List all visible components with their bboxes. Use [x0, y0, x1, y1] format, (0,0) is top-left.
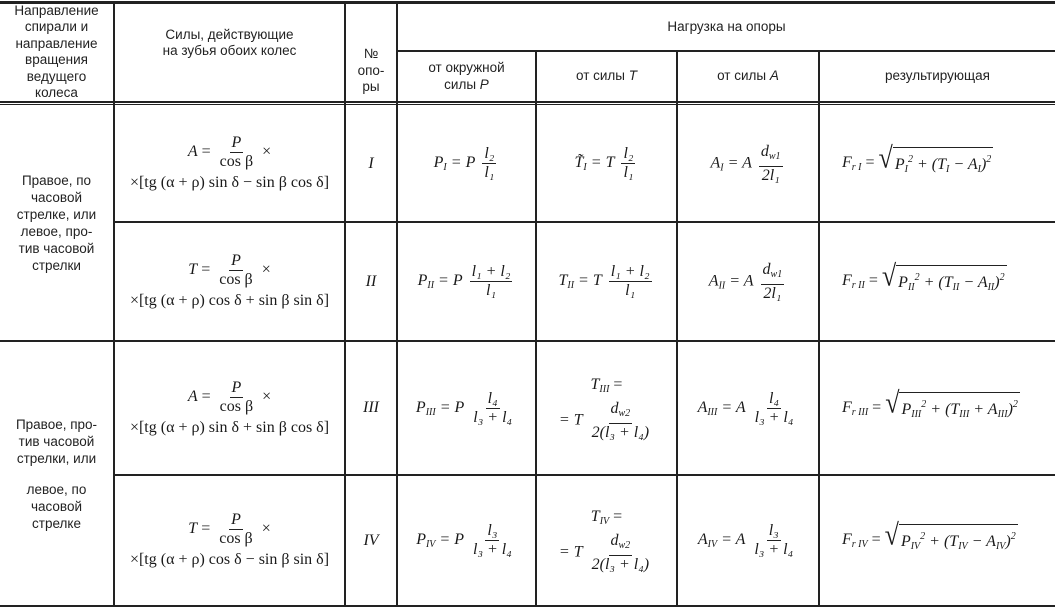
subscript: III	[959, 408, 970, 420]
subscript: I	[720, 162, 724, 174]
sqrt-expression: √ $P_{IV}^2 + (T_{IV} - A_{IV})^2$	[885, 524, 1018, 557]
radical-sign: √	[885, 385, 900, 419]
subscript: II	[427, 280, 435, 292]
superscript: 2	[920, 531, 926, 542]
rhs: = A	[727, 154, 752, 172]
group-1-direction	[0, 106, 113, 340]
direction-text: стрелки	[32, 258, 81, 273]
numerator: P	[231, 252, 241, 269]
header-text: колеса	[35, 85, 78, 100]
times-sign: ×	[262, 387, 272, 405]
load-from-P	[398, 476, 535, 605]
numerator: $d_{w1}$	[761, 261, 785, 285]
header-forces	[115, 3, 344, 83]
subscript: II	[907, 282, 915, 293]
subscript: r III	[851, 406, 869, 418]
force-formula	[115, 476, 344, 605]
direction-text: стрелке, или	[16, 207, 97, 222]
equals-sign: =	[201, 143, 211, 161]
resultant-load	[820, 106, 1055, 221]
header-text: №	[363, 46, 379, 62]
superscript: 2	[914, 272, 920, 283]
force-symbol: A	[187, 143, 198, 161]
direction-text: стрелки, или	[16, 450, 97, 466]
resultant-symbol: F	[842, 398, 852, 416]
denominator: cos β	[219, 397, 254, 415]
equals-sign: =	[201, 261, 211, 279]
equals-sign: =	[868, 272, 878, 290]
fraction	[759, 143, 783, 185]
rhs: = P	[438, 272, 463, 290]
force-symbol: T	[188, 520, 198, 538]
load-from-T	[537, 476, 676, 605]
load-from-P	[398, 223, 535, 340]
denominator: l₃ + l₄	[754, 541, 794, 558]
sqrt-expression: √ $P_I^2 + (T_I - A_I)^2$	[879, 147, 994, 180]
table-bottom-rule	[0, 605, 1055, 607]
rhs: = P	[439, 398, 465, 416]
header-from-circumferential	[398, 52, 535, 101]
force-symbol: T	[188, 261, 198, 279]
subscript: IV	[425, 539, 436, 551]
rhs: = P	[450, 154, 476, 172]
times-sign: ×	[261, 261, 271, 279]
header-text: опо-	[357, 62, 385, 78]
equals-sign: =	[871, 531, 881, 549]
numerator: l₁ + l₂	[471, 263, 511, 280]
superscript: 2	[921, 398, 927, 410]
header-text: от силы	[575, 68, 629, 84]
direction-text: тив часовой	[18, 241, 95, 256]
bracket-expression: ×[tg (α + ρ) cos δ − sin β sin δ]	[129, 551, 330, 568]
header-text: от силы	[717, 68, 770, 84]
direction-text: стрелке	[32, 515, 81, 531]
load-from-T: $T_{II} = T$ $\frac{\text{l₁ + l₂}}{\text{l₁}}$	[558, 263, 650, 299]
header-text: спирали и	[24, 19, 89, 34]
numerator: l₄	[487, 389, 498, 407]
header-direction	[0, 3, 113, 101]
load-symbol: P	[433, 154, 444, 172]
two-line-formula: $T_{IV}$ = = T $\frac{d_{w2}}{\text{2(l₃ + l₄)}}$	[558, 508, 650, 573]
subscript: IV	[995, 541, 1006, 552]
equals-sign: =	[201, 387, 211, 405]
subscript: IV	[958, 541, 968, 552]
header-text: на зубья обоих колес	[162, 43, 297, 58]
equals-sign: =	[201, 520, 211, 538]
header-load-group	[398, 4, 1055, 50]
numerator: l₃	[487, 522, 498, 539]
denominator: l₁	[484, 164, 495, 181]
times-sign: ×	[261, 520, 271, 538]
subscript: r I	[851, 162, 862, 174]
force-formula	[115, 106, 344, 221]
resultant-symbol: F	[842, 531, 852, 549]
load-symbol: P	[416, 531, 426, 549]
header-support-number	[346, 40, 396, 102]
load-from-T: $T̃_I = T$ $\frac{\text{l₂}}{\text{l₁}}$	[574, 145, 634, 181]
superscript: 2	[986, 154, 992, 165]
header-text: результирующая	[885, 68, 990, 84]
subscript: IV	[910, 541, 921, 552]
denominator: cos β	[219, 153, 254, 170]
rhs: = A	[721, 531, 746, 549]
direction-text: Правое, по	[21, 173, 92, 188]
radical-sign: √	[884, 518, 899, 552]
fraction	[753, 390, 796, 427]
variable-a: A	[769, 68, 779, 84]
subscript: III	[911, 408, 922, 420]
variable-t: T	[628, 68, 638, 84]
header-bottom-rule	[0, 101, 1055, 103]
load-symbol: P	[417, 272, 428, 290]
denominator: l₃ + l₄	[473, 541, 512, 558]
fraction	[470, 263, 513, 300]
header-text: Силы, действующие	[165, 26, 294, 42]
fraction	[217, 511, 254, 548]
rhs: = A	[729, 272, 754, 290]
header-text: ры	[362, 79, 380, 95]
variable-p: P	[479, 76, 489, 92]
load-symbol: A	[710, 154, 721, 172]
support-number	[346, 342, 396, 474]
direction-text: Правое, про-	[15, 416, 98, 432]
load-symbol: A	[697, 531, 708, 549]
superscript: 2	[1012, 398, 1018, 410]
load-from-P	[398, 342, 535, 474]
denominator: cos β	[219, 530, 253, 547]
force-symbol: A	[187, 387, 198, 405]
equals-sign: =	[872, 398, 882, 416]
radical-sign: √	[878, 141, 893, 175]
support-roman-numeral: III	[363, 399, 379, 416]
rhs: = P	[439, 531, 464, 549]
subscript: II	[718, 280, 726, 292]
denominator: cos β	[219, 271, 253, 288]
bracket-expression: ×[tg (α + ρ) sin δ − sin β cos δ]	[129, 174, 330, 191]
group-2-direction	[0, 342, 113, 605]
denominator: 2l₁	[761, 166, 780, 184]
numerator: P	[231, 378, 242, 396]
sqrt-expression: √ $P_{III}^2 + (T_{III} + A_{III})^2$	[885, 392, 1020, 425]
subscript: III	[707, 406, 718, 418]
rhs: = A	[721, 398, 746, 416]
subscript: III	[425, 406, 436, 418]
equals-sign: =	[865, 154, 875, 172]
header-text: от окружной	[428, 60, 505, 75]
superscript: 2	[907, 154, 913, 165]
load-symbol: A	[708, 272, 719, 290]
fraction	[218, 379, 255, 416]
support-number	[346, 476, 396, 605]
header-bottom-rule-2	[0, 104, 1055, 105]
header-resultant	[820, 52, 1055, 101]
support-number	[346, 106, 396, 221]
fraction	[482, 145, 496, 182]
support-roman-numeral: II	[365, 272, 377, 290]
header-text: Направление	[14, 2, 99, 18]
load-symbol: P	[415, 398, 426, 416]
subscript: I	[443, 162, 447, 174]
operator: −	[963, 274, 975, 291]
numerator: P	[231, 134, 242, 151]
resultant-symbol: F	[842, 272, 852, 290]
header-text: вращения	[25, 52, 88, 67]
header-text: направление	[15, 35, 98, 51]
direction-text: левое, по	[26, 481, 87, 497]
operator: +	[973, 400, 985, 418]
resultant-symbol: F	[842, 154, 852, 172]
times-sign: ×	[262, 143, 272, 161]
fraction	[471, 522, 514, 559]
direction-text: часовой	[30, 190, 83, 205]
denominator: l₃ + l₄	[754, 408, 794, 426]
numerator: l₂	[484, 145, 495, 162]
two-line-formula: $T_{III}$ = = T $\frac{d_{w2}}{\text{2(l₃ + l₄)}}$	[558, 375, 650, 441]
direction-text: тив часовой	[18, 433, 95, 449]
resultant-load	[820, 223, 1055, 340]
subscript: r IV	[851, 539, 868, 551]
load-from-A	[678, 476, 818, 605]
support-roman-numeral: IV	[363, 531, 379, 549]
subscript: I	[904, 164, 908, 175]
superscript: 2	[999, 272, 1005, 283]
header-text: ведущего	[26, 68, 87, 84]
header-from-T	[537, 52, 676, 101]
subscript: II	[952, 282, 960, 293]
subscript: I	[977, 164, 981, 175]
denominator: l₁	[486, 282, 497, 299]
fraction	[471, 390, 514, 427]
header-text: силы	[444, 76, 480, 92]
numerator: l₄	[769, 389, 780, 407]
numerator: P	[231, 511, 241, 528]
denominator: 2l₁	[763, 284, 782, 302]
numerator: l₃	[768, 522, 779, 539]
resultant-load	[820, 476, 1055, 605]
sqrt-expression: √ $P_{II}^2 + (T_{II} - A_{II})^2$	[882, 265, 1007, 298]
subscript: III	[997, 408, 1008, 420]
force-formula	[115, 342, 344, 474]
load-from-P	[398, 106, 535, 221]
fraction	[217, 252, 254, 289]
bracket-expression: ×[tg (α + ρ) sin δ + sin β cos δ]	[129, 418, 330, 436]
subscript: r II	[851, 280, 865, 292]
denominator: l₃ + l₄	[473, 408, 513, 426]
superscript: 2	[1010, 531, 1016, 542]
numerator: $d_{w1}$	[759, 143, 783, 167]
operator: −	[971, 533, 983, 550]
header-from-A	[678, 52, 818, 101]
support-roman-numeral: I	[368, 154, 374, 172]
subscript: I	[945, 164, 950, 175]
radical-sign: √	[881, 259, 897, 293]
direction-text: левое, про-	[20, 224, 93, 239]
bracket-expression: ×[tg (α + ρ) cos δ + sin β sin δ]	[129, 292, 330, 309]
operator: −	[953, 156, 965, 173]
fraction	[752, 522, 795, 559]
load-from-A	[678, 223, 818, 340]
fraction	[218, 134, 255, 171]
fraction	[761, 261, 785, 303]
subscript: II	[987, 282, 995, 293]
load-from-T	[537, 342, 676, 474]
subscript: IV	[707, 539, 718, 551]
resultant-load	[820, 342, 1055, 474]
load-symbol: A	[697, 398, 708, 416]
force-formula	[115, 223, 344, 340]
header-text: Нагрузка на опоры	[667, 18, 786, 34]
load-from-A	[678, 342, 818, 474]
direction-text: часовой	[30, 498, 83, 514]
support-number	[346, 223, 396, 340]
load-from-A	[678, 106, 818, 221]
